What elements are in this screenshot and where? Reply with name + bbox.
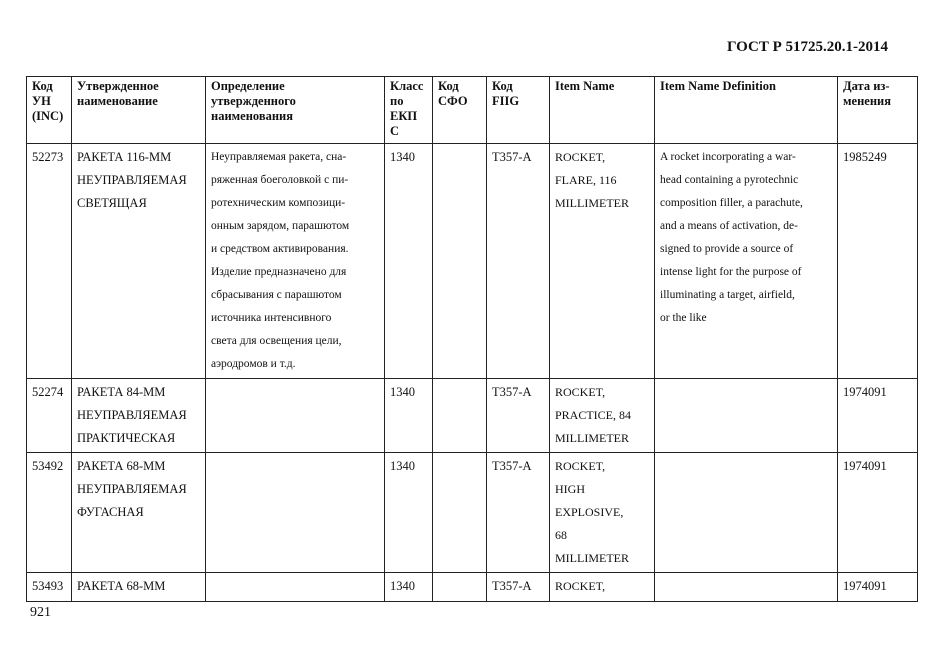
code-cell: 52274 [27,379,72,453]
class-cell: 1340 [385,144,433,379]
class-cell: 1340 [385,453,433,573]
header-line: Item Name [555,79,615,93]
header-line: Код [32,79,53,93]
item-definition-cell-line: A rocket incorporating a war- [660,151,796,163]
header-definition [206,77,385,144]
header-class [385,77,433,144]
table-row [27,453,918,573]
item-name-cell-line: MILLIMETER [555,196,629,210]
item-name-cell-line: HIGH [555,482,585,496]
header-line: Утвержденное [77,79,159,93]
code-cell: 53492 [27,453,72,573]
item-name-cell-line: MILLIMETER [555,551,629,565]
name-cell [72,144,206,379]
item-name-cell-line: 68 [555,528,567,542]
definition-cell-line: Неуправляемая ракета, сна- [211,151,347,163]
header-line: FIIG [492,94,520,108]
definition-cell [206,453,385,573]
header-line: Определение [211,79,285,93]
definition-cell-line: онным зарядом, парашютом [211,220,350,232]
item-name-cell-line: EXPLOSIVE, [555,505,624,519]
code-cell: 52273 [27,144,72,379]
name-cell [72,453,206,573]
header-line: по [390,94,404,108]
header-fiig-code [487,77,550,144]
code-cell: 53493 [27,573,72,602]
item-definition-cell-line: and a means of activation, de- [660,220,798,232]
header-line: Дата из- [843,79,890,93]
item-name-cell [550,573,655,602]
header-line: ЕКП [390,109,418,123]
item-name-cell-line: ROCKET, [555,150,606,164]
definition-cell [206,379,385,453]
document-code: ГОСТ Р 51725.20.1-2014 [726,39,888,55]
page-number: 921 [30,605,51,620]
name-cell-line: РАКЕТА 68-ММ [77,579,166,593]
header-line: Item Name Definition [660,79,776,93]
date-cell: 1974091 [838,573,918,602]
name-cell-line: РАКЕТА 116-ММ [77,150,172,164]
table-row [27,379,918,453]
table-row [27,144,918,379]
item-definition-cell-line: intense light for the purpose of [660,266,802,278]
item-name-cell-line: MILLIMETER [555,431,629,445]
header-item-name-definition [655,77,838,144]
fiig-cell: T357-A [487,453,550,573]
name-cell-line: ПРАКТИЧЕСКАЯ [77,431,176,445]
header-line: менения [843,94,891,108]
item-name-cell-line: ROCKET, [555,579,606,593]
item-definition-cell-line: head containing a pyrotechnic [660,174,799,186]
class-cell: 1340 [385,379,433,453]
table-row [27,573,918,602]
item-definition-cell [655,573,838,602]
item-definition-cell-line: or the like [660,312,707,324]
item-definition-cell [655,144,838,379]
fiig-cell: T357-A [487,144,550,379]
item-definition-cell-line: signed to provide a source of [660,243,794,255]
fiig-cell: T357-A [487,573,550,602]
header-approved-name [72,77,206,144]
sfo-cell [433,379,487,453]
definition-cell [206,573,385,602]
item-definition-cell-line: composition filler, a parachute, [660,197,803,209]
definition-cell-line: сбрасывания с парашютом [211,289,342,301]
header-row [27,77,918,144]
name-cell-line: ФУГАСНАЯ [77,505,144,519]
name-cell [72,379,206,453]
item-name-cell [550,379,655,453]
header-line: Класс [390,79,424,93]
header-line: УН [32,94,51,108]
table-body [27,144,918,602]
header-line: СФО [438,94,468,108]
definition-cell [206,144,385,379]
definition-cell-line: аэродромов и т.д. [211,358,296,370]
header-change-date [838,77,918,144]
sfo-cell [433,144,487,379]
item-definition-cell-line: illuminating a target, airfield, [660,289,795,301]
header-line: С [390,124,400,138]
name-cell-line: НЕУПРАВЛЯЕМАЯ [77,482,187,496]
fiig-cell: T357-A [487,379,550,453]
item-definition-cell [655,379,838,453]
header-item-name [550,77,655,144]
definition-cell-line: света для освещения цели, [211,335,342,347]
definition-cell-line: ротехническим композици- [211,197,346,209]
item-name-cell-line: FLARE, 116 [555,173,617,187]
date-cell: 1974091 [838,379,918,453]
header-code-un [27,77,72,144]
name-cell-line: РАКЕТА 84-ММ [77,385,166,399]
catalog-table [26,76,918,602]
class-cell: 1340 [385,573,433,602]
definition-cell-line: Изделие предназначено для [211,266,347,278]
sfo-cell [433,573,487,602]
date-cell: 1985249 [838,144,918,379]
header-line: Код [492,79,513,93]
header-line: (INC) [32,109,64,123]
name-cell-line: РАКЕТА 68-ММ [77,459,166,473]
header-line: Код [438,79,459,93]
definition-cell-line: и средством активирования. [211,243,349,255]
name-cell [72,573,206,602]
name-cell-line: НЕУПРАВЛЯЕМАЯ [77,173,187,187]
header-line: утвержденного [211,94,296,108]
item-definition-cell [655,453,838,573]
header-sfo-code [433,77,487,144]
name-cell-line: СВЕТЯЩАЯ [77,196,147,210]
header-line: наименование [77,94,158,108]
item-name-cell [550,144,655,379]
date-cell: 1974091 [838,453,918,573]
sfo-cell [433,453,487,573]
name-cell-line: НЕУПРАВЛЯЕМАЯ [77,408,187,422]
definition-cell-line: ряженная боеголовкой с пи- [211,174,349,186]
definition-cell-line: источника интенсивного [211,312,332,324]
item-name-cell-line: ROCKET, [555,459,606,473]
header-line: наименования [211,109,294,123]
item-name-cell-line: PRACTICE, 84 [555,408,632,422]
item-name-cell [550,453,655,573]
item-name-cell-line: ROCKET, [555,385,606,399]
